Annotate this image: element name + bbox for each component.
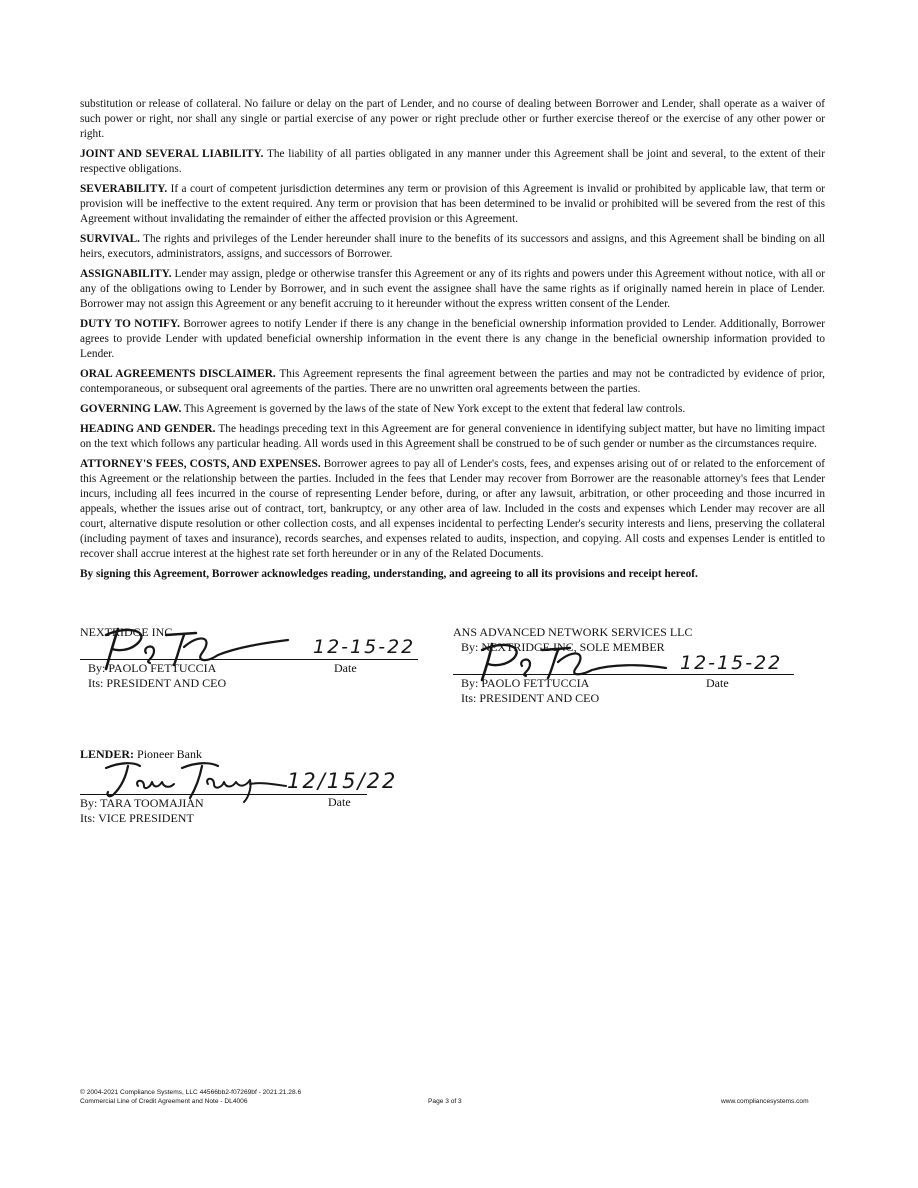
borrower1-date-line	[300, 659, 418, 660]
lender-name: Pioneer Bank	[134, 747, 203, 761]
paragraph-text: This Agreement represents the final agreement between the parties and may not be contradicted by evidence of prior, contemporaneous, or subsequent oral agreements of the parties. There are no unwritten oral agreements between the parties.	[80, 368, 825, 395]
borrower1-title: Its: PRESIDENT AND CEO	[88, 676, 227, 690]
borrower2-signature-line	[453, 674, 681, 675]
paragraph-continuation	[80, 97, 825, 142]
paragraph-text: The rights and privileges of the Lender hereunder shall inure to the benefits of its successors and assigns, and this Agreement shall be binding on all heirs, executors, administrators, assigns, and successors of Borrower.	[80, 233, 825, 260]
paragraph-severability	[80, 182, 825, 227]
lender-label: LENDER:	[80, 747, 135, 761]
paragraph-text: substitution or release of collateral. No failure or delay on the part of Lender, and no course of dealing between Borrower and Lender, shall operate as a waiver of such power or right, nor shall any single or partial exercise of any power or right preclude other or further exercise thereof or the exercise of any other power or right.	[80, 98, 825, 140]
lender-title: Its: VICE PRESIDENT	[80, 811, 194, 825]
paragraph-heading: DUTY TO NOTIFY.	[80, 318, 180, 330]
borrower2-date-line	[681, 674, 794, 675]
paragraph-text: Lender may assign, pledge or otherwise transfer this Agreement or any of its rights and powers under this Agreement without notice, with all or any of the obligations owing to Lender by Borrower, and in such event the assignee shall have the same rights as if originally named herein in place of Lender. Borrower may not assign this Agreement or any benefit accruing to it hereunder without the express written consent of the Lender.	[80, 268, 825, 310]
paragraph-heading: ASSIGNABILITY.	[80, 268, 172, 280]
paragraph-joint-several-liability	[80, 147, 825, 177]
borrower2-member: By: NEXTRIDGE INC, SOLE MEMBER	[461, 640, 665, 654]
paragraph-heading: GOVERNING LAW.	[80, 403, 182, 415]
lender-date-label: Date	[328, 795, 351, 809]
borrower2-signer: By: PAOLO FETTUCCIA	[461, 676, 590, 690]
borrower2-date-label: Date	[706, 676, 729, 690]
footer-page-number: Page 3 of 3	[428, 1098, 462, 1105]
lender-date-line	[287, 794, 367, 795]
paragraph-text: Borrower agrees to notify Lender if there is any change in the beneficial ownership information provided to Lender. Additionally, Borrower agrees to provide Lender with updated beneficial ownership information in the event there is any change in the beneficial ownership information provided to Lender.	[80, 318, 826, 360]
closing-statement: By signing this Agreement, Borrower acknowledges reading, understanding, and agreeing to all its provisions and receipt hereof.	[80, 568, 698, 580]
paragraph-assignability	[80, 267, 825, 312]
paragraph-text: This Agreement is governed by the laws of the state of New York except to the extent that federal law controls.	[181, 403, 686, 415]
paragraph-text: Borrower agrees to pay all of Lender's costs, fees, and expenses arising out of or related to the enforcement of this Agreement or the relationship between the parties. Included in the fees that Lender may recover from Borrower are the reasonable attorney's fees that Lender incurs, including all fees incurred in the course of representing Lender before, during, or after any lawsuit, arbitration, or other proceeding and those incurred in appeals, whether the issues arise out of contract, tort, bankruptcy, or any other area of law. Included in the costs and expenses which Lender may recover are all court, alternative dispute resolution or other collection costs, and all expenses incidental to perfecting Lender's security interests and liens, preserving the collateral (including payment of taxes and insurance), records searches, and expenses related to audits, inspection, and copying. All costs and expenses Lender is entitled to recover shall accrue interest at the highest rate set forth hereunder or in any of the Related Documents.	[80, 458, 825, 560]
paragraph-oral-agreements	[80, 367, 825, 397]
paragraph-heading: JOINT AND SEVERAL LIABILITY.	[80, 148, 264, 160]
footer-form-name: Commercial Line of Credit Agreement and Note - DL4006	[80, 1098, 248, 1105]
footer-copyright: © 2004-2021 Compliance Systems, LLC 44566bb2-f07269bf - 2021.21.28.6	[80, 1089, 302, 1096]
lender-handwritten-date: 12/15/22	[287, 769, 398, 793]
borrower1-entity: NEXTRIDGE INC	[80, 625, 173, 639]
lender-signature-line	[80, 794, 287, 795]
agreement-body	[80, 97, 825, 587]
paragraph-survival	[80, 232, 825, 262]
paragraph-text: The headings preceding text in this Agreement are for general convenience in identifying subject matter, but have no limiting impact on the text which follows any particular heading. All words used in this Agreement shall be construed to be of such gender or number as the circumstances require.	[80, 423, 825, 450]
borrower2-title: Its: PRESIDENT AND CEO	[461, 691, 600, 705]
paragraph-attorneys-fees	[80, 457, 825, 562]
paragraph-heading: SEVERABILITY.	[80, 183, 168, 195]
paragraph-heading-gender	[80, 422, 825, 452]
paragraph-heading: ORAL AGREEMENTS DISCLAIMER.	[80, 368, 276, 380]
borrower1-signature-line	[80, 659, 300, 660]
paragraph-heading: SURVIVAL.	[80, 233, 140, 245]
footer-website: www.compliancesystems.com	[721, 1098, 809, 1105]
borrower2-handwritten-date: 12-15-22	[680, 652, 783, 674]
paragraph-governing-law	[80, 402, 825, 417]
paragraph-text: The liability of all parties obligated in any manner under this Agreement shall be joint and several, to the extent of their respective obligations.	[80, 148, 825, 175]
paragraph-duty-to-notify	[80, 317, 825, 362]
paragraph-heading: ATTORNEY'S FEES, COSTS, AND EXPENSES.	[80, 458, 321, 470]
lender-signer: By: TARA TOOMAJIAN	[80, 796, 204, 810]
paragraph-text: If a court of competent jurisdiction determines any term or provision of this Agreement is invalid or prohibited by applicable law, that term or provision will be ineffective to the extent required. Any term or provision that has been determined to be invalid or prohibited will be severed from the rest of this Agreement without invalidating the remainder of either the affected provision or this Agreement.	[80, 183, 825, 225]
borrower1-signer: By: PAOLO FETTUCCIA	[88, 661, 217, 675]
paragraph-heading: HEADING AND GENDER.	[80, 423, 216, 435]
borrower1-handwritten-date: 12-15-22	[313, 636, 416, 658]
borrower2-entity: ANS ADVANCED NETWORK SERVICES LLC	[453, 625, 693, 639]
borrower1-date-label: Date	[334, 661, 357, 675]
